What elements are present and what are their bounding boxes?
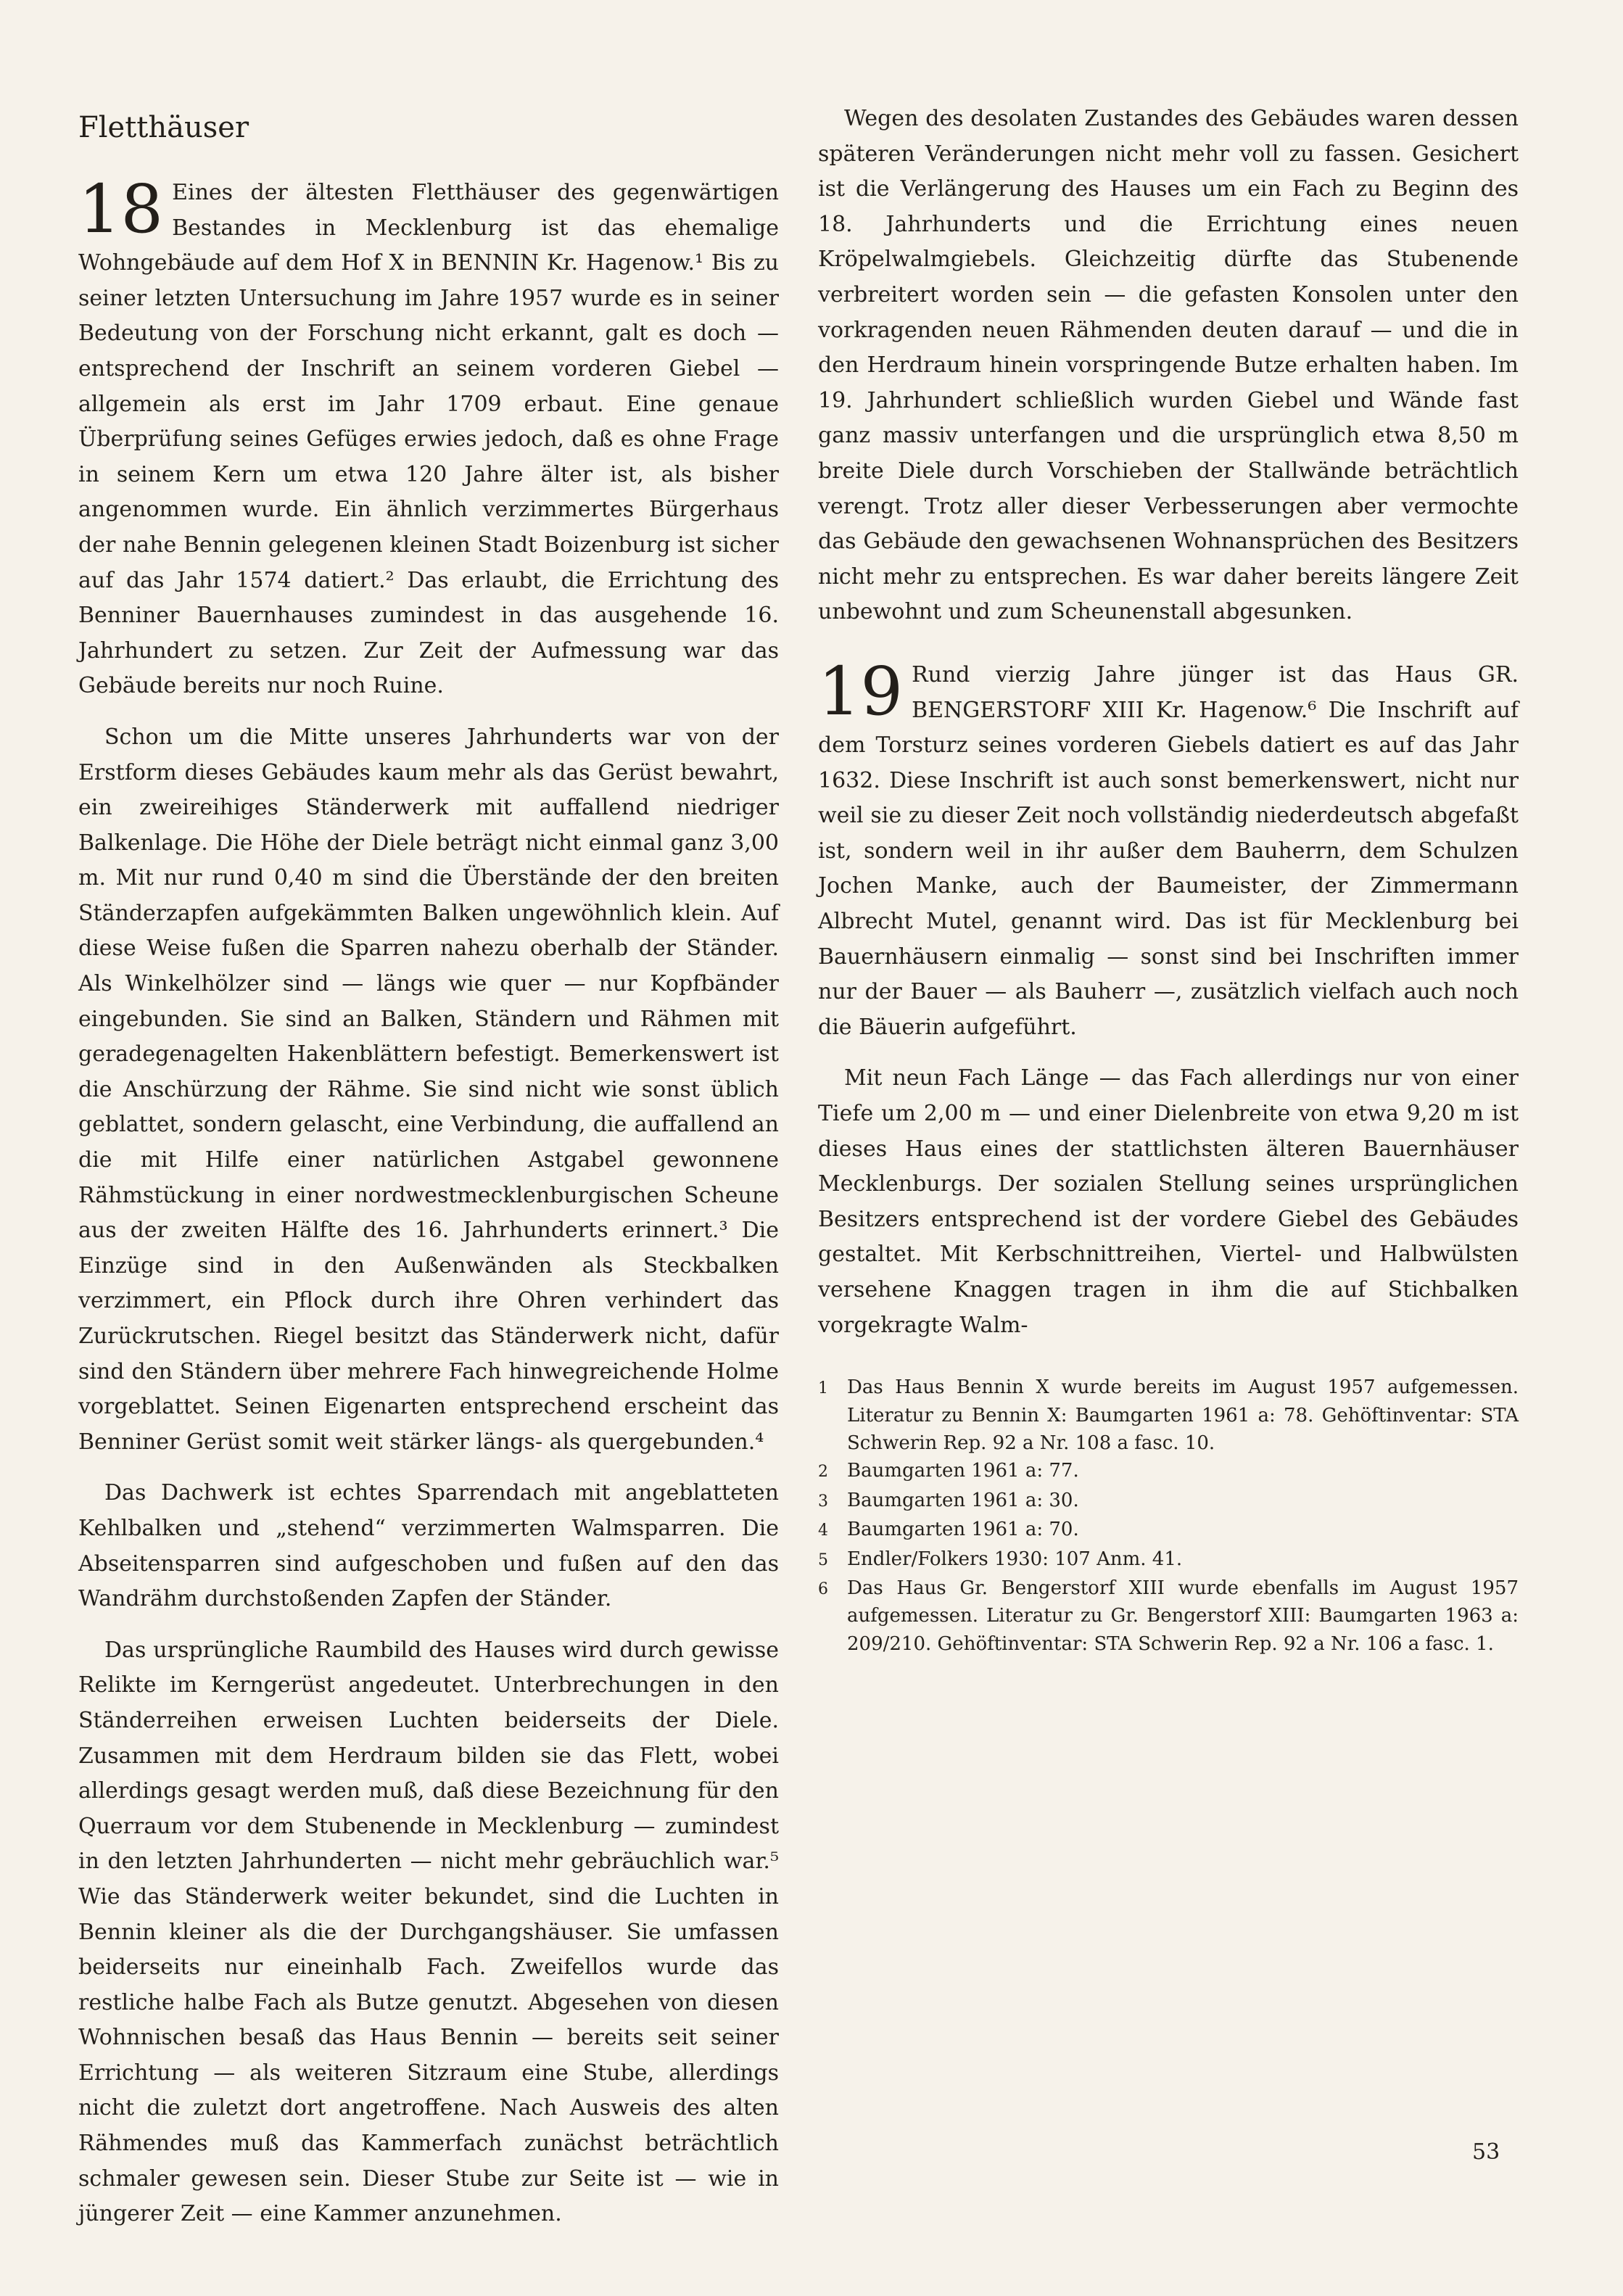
footnote-text: Endler/Folkers 1930: 107 Anm. 41. [847, 1548, 1183, 1570]
footnote-text: Baumgarten 1961 a: 77. [847, 1460, 1079, 1482]
footnote-text: Das Haus Bennin X wurde bereits im August 1957 aufgemessen. Literatur zu Bennin X: Baumgarten 1961 a: 78. Gehöftinventar: STA Schwerin Rep. 92 a Nr. 108 a fasc. 10. [847, 1376, 1519, 1454]
section-18 [78, 170, 779, 2232]
footnote [818, 1545, 1519, 1574]
footnote-text: Das Haus Gr. Bengerstorf XIII wurde ebenfalls im August 1957 aufgemessen. Literatur zu Gr. Bengerstorf XIII: Baumgarten 1963 a: 209/210. Gehöftinventar: STA Schwerin Rep. 92 a Nr. 106 a fasc. 1. [847, 1577, 1519, 1655]
footnote [818, 1374, 1519, 1457]
footnote [818, 1487, 1519, 1516]
section-number: 19 [818, 652, 904, 730]
paragraph: Schon um die Mitte unseres Jahrhunderts war von der Erstform dieses Gebäudes kaum mehr als das Gerüst bewahrt, ein zweireihiges Ständerwerk mit auffallend niedriger Balkenlage. Die Höhe der Diele beträgt nicht einmal ganz 3,00 m. Mit nur rund 0,40 m sind die Überstände der den breiten Ständerzapfen aufgekämmten Balken ungewöhnlich klein. Auf diese Weise fußen die Sparren nahezu oberhalb der Ständer. Als Winkelhölzer sind — längs wie quer — nur Kopfbänder eingebunden. Sie sind an Balken, Ständern und Rähmen mit geradegenagelten Hakenblättern befestigt. Bemerkenswert ist die Anschürzung der Rähme. Sie sind nicht wie sonst üblich geblattet, sondern gelascht, eine Verbindung, die auffallend an die mit Hilfe einer natürlichen Astgabel gewonnene Rähmstückung in einer nordwestmecklenburgischen Scheune aus der zweiten Hälfte des 16. Jahrhunderts erinnert.³ Die Einzüge sind in den Außenwänden als Steckbalken verzimmert, ein Pflock durch ihre Ohren verhindert das Zurückrutschen. Riegel besitzt das Ständerwerk nicht, dafür sind den Ständern über mehrere Fach hinwegreichende Holme vorgeblattet. Seinen Eigenarten entsprechend erscheint das Benniner Gerüst somit weit stärker längs- als quergebunden.⁴ [78, 724, 779, 1455]
footnote-mark: 5 [818, 1550, 828, 1569]
footnote [818, 1516, 1519, 1545]
section-title: Fletthäuser [78, 111, 249, 144]
footnote-text: Baumgarten 1961 a: 70. [847, 1519, 1079, 1541]
paragraph: Wegen des desolaten Zustandes des Gebäudes waren dessen späteren Veränderungen nicht mehr voll zu fassen. Gesichert ist die Verlängerung des Hauses um ein Fach zu Beginn des 18. Jahrhunderts und die Errichtung eines neuen Kröpelwalmgiebels. Gleichzeitig dürfte das Stubenende verbreitert worden sein — die gefasten Konsolen unter den vorkragenden neuen Rähmenden deuten darauf — und die in den Herdraum hinein vorspringende Butze erhalten haben. Im 19. Jahrhundert schließlich wurden Giebel und Wände fast ganz massiv unterfangen und die ursprünglich etwa 8,50 m breite Diele durch Vorschieben der Stallwände beträchtlich verengt. Trotz aller dieser Verbesserungen aber vermochte das Gebäude den gewachsenen Wohnansprüchen des Besitzers nicht mehr zu entsprechen. Es war daher bereits längere Zeit unbewohnt und zum Scheunenstall abgesunken. [818, 106, 1519, 625]
paragraph: Das Dachwerk ist echtes Sparrendach mit angeblatteten Kehlbalken und „stehend“ verzimmerten Walmsparren. Die Abseitensparren sind aufgeschoben und fußen auf den das Wandrähm durchstoßenden Zapfen der Ständer. [78, 1480, 779, 1612]
section-number: 18 [78, 170, 164, 248]
paragraph: Das ursprüngliche Raumbild des Hauses wird durch gewisse Relikte im Kerngerüst angedeutet. Unterbrechungen in den Ständerreihen erweisen Luchten beiderseits der Diele. Zusammen mit dem Herdraum bilden sie das Flett, wobei allerdings gesagt werden muß, daß diese Bezeichnung für den Querraum vor dem Stubenende in Mecklenburg — zumindest in den letzten Jahrhunderten — nicht mehr gebräuchlich war.⁵ Wie das Ständerwerk weiter bekundet, sind die Luchten in Bennin kleiner als die der Durchgangshäuser. Sie umfassen beiderseits nur eineinhalb Fach. Zweifellos wurde das restliche halbe Fach als Butze genutzt. Abgesehen von diesen Wohnnischen besaß das Haus Bennin — bereits seit seiner Errichtung — als weiteren Sitzraum eine Stube, allerdings nicht die zuletzt dort angetroffene. Nach Ausweis des alten Rähmendes muß das Kammerfach zunächst beträchtlich schmaler gewesen sein. Dieser Stube zur Seite ist — wie in jüngerer Zeit — eine Kammer anzunehmen. [78, 1637, 779, 2227]
footnote-mark: 4 [818, 1521, 828, 1540]
paragraph: Rund vierzig Jahre jünger ist das Haus GR. BENGERSTORF XIII Kr. Hagenow.⁶ Die Inschrift auf dem Torsturz seines vorderen Giebels datiert es auf das Jahr 1632. Diese Inschrift ist auch sonst bemerkenswert, nicht nur weil sie zu dieser Zeit noch vollständig niederdeutsch abgefaßt ist, sondern weil in ihr außer dem Bauherrn, dem Schulzen Jochen Manke, auch der Baumeister, der Zimmermann Albrecht Mutel, genannt wird. Das ist für Mecklenburg bei Bauernhäusern einmalig — sonst sind bei Inschriften immer nur der Bauer — als Bauherr —, zusätzlich vielfach auch noch die Bäuerin aufgeführt. [818, 661, 1519, 1040]
section-19 [818, 652, 1519, 1343]
page-number: 53 [1472, 2139, 1500, 2165]
footnote-mark: 3 [818, 1492, 828, 1511]
footnote-mark: 1 [818, 1379, 828, 1398]
footnote-text: Baumgarten 1961 a: 30. [847, 1489, 1079, 1511]
paragraph: Mit neun Fach Länge — das Fach allerdings nur von einer Tiefe um 2,00 m — und einer Dielenbreite von etwa 9,20 m ist dieses Haus eines der stattlichsten älteren Bauernhäuser Mecklenburgs. Der sozialen Stellung seines ursprünglichen Besitzers entsprechend ist der vordere Giebel des Gebäudes gestaltet. Mit Kerbschnittreihen, Viertel- und Halbwülsten versehene Knaggen tragen in ihm die auf Stichbalken vorgekragte Walm- [818, 1065, 1519, 1338]
right-column [818, 102, 1519, 1658]
footnote [818, 1457, 1519, 1486]
paragraph: Eines der ältesten Fletthäuser des gegenwärtigen Bestandes in Mecklenburg ist das ehemalige Wohngebäude auf dem Hof X in BENNIN Kr. Hagenow.¹ Bis zu seiner letzten Untersuchung im Jahre 1957 wurde es in seiner Bedeutung von der Forschung nicht erkannt, galt es doch — entsprechend der Inschrift an seinem vorderen Giebel — allgemein als erst im Jahr 1709 erbaut. Eine genaue Überprüfung seines Gefüges erwies jedoch, daß es ohne Frage in seinem Kern um etwa 120 Jahre älter ist, als bisher angenommen wurde. Ein ähnlich verzimmertes Bürgerhaus der nahe Bennin gelegenen kleinen Stadt Boizenburg ist sicher auf das Jahr 1574 datiert.² Das erlaubt, die Errichtung des Benniner Bauernhauses zumindest in das ausgehende 16. Jahrhundert zu setzen. Zur Zeit der Aufmessung war das Gebäude bereits nur noch Ruine. [78, 180, 779, 699]
left-column [78, 102, 779, 2248]
footnote-mark: 2 [818, 1463, 828, 1482]
footnote-mark: 6 [818, 1580, 828, 1599]
footnote [818, 1574, 1519, 1658]
footnotes [818, 1374, 1519, 1658]
